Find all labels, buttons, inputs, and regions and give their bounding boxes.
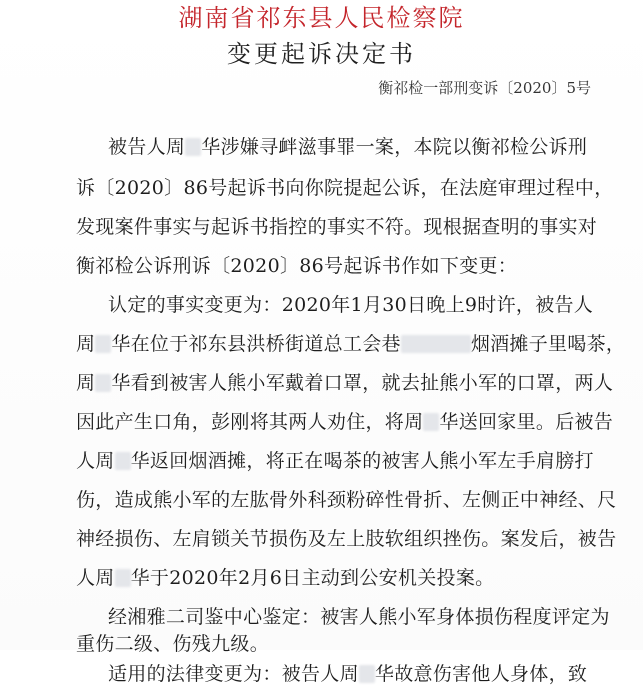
document-title: 变更起诉决定书 — [227, 40, 416, 68]
body-line: 重伤二级、伤残九级。 — [76, 633, 270, 655]
body-line: 认定的事实变更为：2020年1月30日晚上9时许，被告人 — [108, 294, 594, 316]
body-line: 周 华在位于祁东县洪桥街道总工会巷 烟酒摊子里喝茶， — [76, 333, 626, 355]
body-line: 被告人周 华涉嫌寻衅滋事罪一案，本院以衡祁检公诉刑 — [108, 136, 588, 158]
redaction-mark — [115, 569, 131, 587]
redaction-mark — [185, 138, 201, 156]
body-line: 人周 华返回烟酒摊，将正在喝茶的被害人熊小军左手肩膀打 — [76, 450, 594, 472]
body-line: 伤，造成熊小军的左肱骨外科颈粉碎性骨折、左侧正中神经、尺 — [76, 489, 617, 511]
redaction-mark — [423, 413, 439, 431]
redaction-mark — [95, 374, 111, 392]
body-line: 衡祁检公诉刑诉〔2020〕86号起诉书作如下变更： — [76, 255, 518, 277]
body-line: 周 华看到被害人熊小军戴着口罩，就去扯熊小军的口罩，两人 — [76, 372, 614, 394]
redaction-mark — [95, 335, 111, 353]
body-line: 神经损伤、左肩锁关节损伤及左上肢软组织挫伤。案发后，被告 — [76, 528, 617, 550]
body-line: 发现案件事实与起诉书指控的事实不符。现根据查明的事实对 — [76, 216, 598, 238]
redaction-mark — [401, 335, 471, 353]
body-line: 诉〔2020〕86号起诉书向你院提起公诉，在法庭审理过程中， — [76, 177, 614, 199]
document-number: 衡祁检一部刑变诉〔2020〕5号 — [378, 79, 591, 97]
body-line: 适用的法律变更为：被告人周 华故意伤害他人身体，致 — [108, 663, 588, 685]
redaction-mark — [359, 665, 375, 683]
body-line: 因此产生口角，彭刚将其两人劝住，将周 华送回家里。后被告 — [76, 411, 614, 433]
body-line: 经湘雅二司鉴中心鉴定：被害人熊小军身体损伤程度评定为 — [108, 606, 610, 628]
redaction-mark — [115, 452, 131, 470]
body-line: 人周 华于2020年2月6日主动到公安机关投案。 — [76, 567, 495, 589]
organization-header: 湖南省祁东县人民检察院 — [178, 4, 465, 32]
